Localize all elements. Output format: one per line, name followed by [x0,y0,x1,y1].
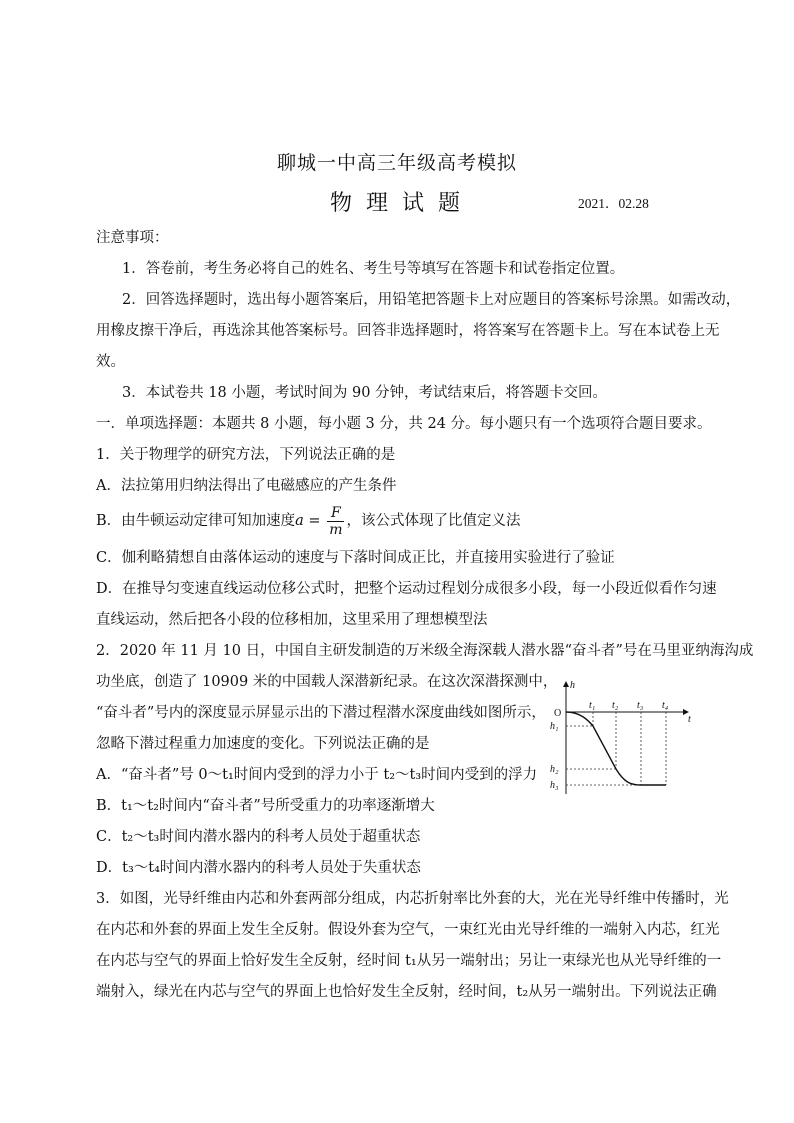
q1-option-c: C．伽利略猜想自由落体运动的速度与下落时间成正比，并直接用实验进行了验证 [96,550,615,566]
t1-label: t₁ [589,700,596,711]
q2-option-c: C．t₂～t₃时间内潜水器内的科考人员处于超重状态 [96,829,421,845]
notice-heading: 注意事项： [96,230,169,246]
h3-label: h₃ [550,780,559,791]
q2-option-b: B．t₁～t₂时间内“奋斗者”号所受重力的功率逐渐增大 [96,798,435,814]
notice-item-2-line-1: 2．回答选择题时，选出每小题答案后，用铅笔把答题卡上对应题目的答案标号涂黑。如需改动， [122,292,741,308]
q1-option-d-line-1: D．在推导匀变速直线运动位移公式时，把整个运动过程划分成很多小段，每一小段近似看作匀速 [96,581,717,597]
q1-option-a: A．法拉第用归纳法得出了电磁感应的产生条件 [96,478,397,494]
t3-label: t₃ [637,700,644,711]
q1-option-d-line-2: 直线运动，然后把各小段的位移相加，这里采用了理想模型法 [96,612,488,628]
fraction-numerator: F [327,505,344,522]
h2-label: h₂ [550,764,559,775]
origin-label: O [554,708,562,719]
formula-fraction [327,505,344,538]
q2-line-1: 2．2020 年 11 月 10 日，中国自主研发制造的万米级全海深载人潜水器“奋斗者”号在马里亚纳海沟成 [96,643,754,659]
q1-option-b [96,504,520,538]
t2-label: t₂ [612,700,619,711]
q3-line-3: 在内芯与空气的界面上恰好发生全反射，经时间 t₁从另一端射出；另让一束绿光也从光导纤维的一 [96,953,722,969]
formula-equals: = [303,513,326,529]
q1-option-b-suffix: ，该公式体现了比值定义法 [346,513,521,529]
section-1-heading: 一．单项选择题：本题共 8 小题，每小题 3 分，共 24 分。每小题只有一个选项符合题目要求。 [96,416,712,432]
fraction-denominator: m [329,521,343,538]
school-title: 聊城一中高三年级高考模拟 [276,152,517,174]
q3-line-4: 端射入，绿光在内芯与空气的界面上也恰好发生全反射，经时间，t₂从另一端射出。下列说法正确 [96,984,717,1000]
formula-lhs: a [295,513,304,529]
q2-option-a: A．“奋斗者”号 0～t₁时间内受到的浮力小于 t₂～t₃时间内受到的浮力 [96,767,538,783]
subject-title: 物理试题 [330,191,475,216]
q3-line-2: 在内芯和外套的界面上发生全反射。假设外套为空气，一束红光由光导纤维的一端射入内芯，红光 [96,922,720,938]
q1-stem: 1．关于物理学的研究方法，下列说法正确的是 [96,447,396,463]
t4-label: t₄ [662,700,669,711]
axis-h-label: h [570,680,575,691]
q2-line-2: 功坐底，创造了 10909 米的中国载人深潜新纪录。在这次深潜探测中， [96,674,558,690]
q2-line-4: 忽略下潜过程重力加速度的变化。下列说法正确的是 [96,736,430,752]
notice-item-2-line-3: 效。 [96,354,125,370]
depth-time-graph [548,676,698,796]
h1-label: h₁ [550,721,559,732]
axis-t-label: t [688,714,691,725]
q1-option-b-prefix: B．由牛顿运动定律可知加速度 [96,513,296,529]
notice-item-1: 1．答卷前，考生务必将自己的姓名、考生号等填写在答题卡和试卷指定位置。 [122,261,625,277]
q2-option-d: D．t₃～t₄时间内潜水器内的科考人员处于失重状态 [96,860,421,876]
q3-line-1: 3．如图，光导纤维由内芯和外套两部分组成，内芯折射率比外套的大，光在光导纤维中传播时，光 [96,891,729,907]
exam-date: 2021．02.28 [578,196,649,211]
q2-line-3: “奋斗者”号内的深度显示屏显示出的下潜过程潜水深度曲线如图所示， [96,705,546,721]
guide-lines [566,712,666,785]
notice-item-3: 3．本试卷共 18 小题，考试时间为 90 分钟，考试结束后，将答题卡交回。 [122,385,608,401]
notice-item-2-line-2: 用橡皮擦干净后，再选涂其他答案标号。回答非选择题时，将答案写在答题卡上。写在本试卷上无 [96,323,720,339]
